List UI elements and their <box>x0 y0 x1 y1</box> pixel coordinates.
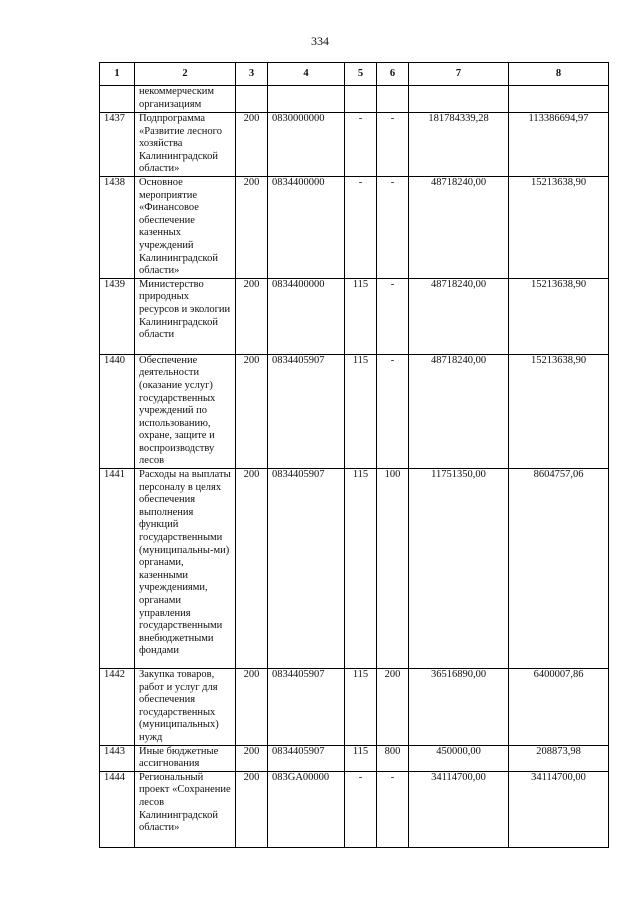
cell-col7: 181784339,28 <box>409 113 509 177</box>
table-body <box>100 86 609 848</box>
cell-num: 1438 <box>100 176 135 278</box>
cell-col4: 083GA00000 <box>268 771 345 847</box>
cell-col3 <box>236 86 268 113</box>
cell-col8: 15213638,90 <box>509 278 609 354</box>
cell-col8: 15213638,90 <box>509 354 609 468</box>
header-cell-2: 2 <box>135 63 236 86</box>
cell-col6: - <box>377 354 409 468</box>
table-row <box>100 771 609 847</box>
cell-name: Расходы на выплаты персоналу в целях обеспечения выполнения функций государственными (муниципальны-ми) органами, казенными учреждениями, органами управления государственными внебюджетными фондами <box>135 469 236 669</box>
header-cell-5: 5 <box>345 63 377 86</box>
cell-col3: 200 <box>236 669 268 746</box>
header-cell-6: 6 <box>377 63 409 86</box>
cell-col8: 15213638,90 <box>509 176 609 278</box>
cell-col4: 0834405907 <box>268 745 345 771</box>
cell-col8: 34114700,00 <box>509 771 609 847</box>
cell-name: Обеспечение деятельности (оказание услуг) государственных учреждений по использованию, охране, защите и воспроизводству лесов <box>135 354 236 468</box>
cell-num: 1441 <box>100 469 135 669</box>
header-row <box>100 63 609 86</box>
budget-table <box>99 62 609 848</box>
header-cell-3: 3 <box>236 63 268 86</box>
header-cell-1: 1 <box>100 63 135 86</box>
table-row <box>100 113 609 177</box>
header-cell-8: 8 <box>509 63 609 86</box>
cell-name: Министерство природных ресурсов и экологии Калининградской области <box>135 278 236 354</box>
cell-num: 1443 <box>100 745 135 771</box>
cell-col6: - <box>377 113 409 177</box>
cell-col4: 0834405907 <box>268 354 345 468</box>
cell-col6: 800 <box>377 745 409 771</box>
cell-col3: 200 <box>236 278 268 354</box>
table-row <box>100 176 609 278</box>
cell-col6: - <box>377 278 409 354</box>
page-number: 334 <box>311 34 329 48</box>
cell-col4: 0830000000 <box>268 113 345 177</box>
table-row <box>100 669 609 746</box>
header-cell-4: 4 <box>268 63 345 86</box>
cell-col5: 115 <box>345 469 377 669</box>
cell-col7: 48718240,00 <box>409 176 509 278</box>
cell-num: 1439 <box>100 278 135 354</box>
cell-name: некоммерческим организациям <box>135 86 236 113</box>
cell-col5: - <box>345 771 377 847</box>
cell-col7: 450000,00 <box>409 745 509 771</box>
cell-col5: 115 <box>345 354 377 468</box>
cell-col7: 48718240,00 <box>409 278 509 354</box>
cell-col5: 115 <box>345 669 377 746</box>
cell-num <box>100 86 135 113</box>
cell-col4 <box>268 86 345 113</box>
cell-name: Иные бюджетные ассигнования <box>135 745 236 771</box>
cell-col3: 200 <box>236 771 268 847</box>
cell-col7: 36516890,00 <box>409 669 509 746</box>
cell-num: 1440 <box>100 354 135 468</box>
cell-col7 <box>409 86 509 113</box>
cell-col5: 115 <box>345 745 377 771</box>
cell-col8: 8604757,06 <box>509 469 609 669</box>
cell-col6: - <box>377 771 409 847</box>
cell-col3: 200 <box>236 745 268 771</box>
cell-col3: 200 <box>236 176 268 278</box>
cell-col4: 0834400000 <box>268 176 345 278</box>
cell-col6 <box>377 86 409 113</box>
cell-name: Региональный проект «Сохранение лесов Калининградской области» <box>135 771 236 847</box>
cell-col3: 200 <box>236 469 268 669</box>
table-header <box>100 63 609 86</box>
cell-num: 1444 <box>100 771 135 847</box>
table-row <box>100 354 609 468</box>
cell-col3: 200 <box>236 113 268 177</box>
cell-num: 1442 <box>100 669 135 746</box>
table-row <box>100 278 609 354</box>
cell-col8: 6400007,86 <box>509 669 609 746</box>
cell-col5: 115 <box>345 278 377 354</box>
table-row <box>100 469 609 669</box>
cell-col7: 48718240,00 <box>409 354 509 468</box>
cell-col6: - <box>377 176 409 278</box>
cell-col5: - <box>345 113 377 177</box>
cell-col7: 11751350,00 <box>409 469 509 669</box>
cell-col8: 113386694,97 <box>509 113 609 177</box>
header-cell-7: 7 <box>409 63 509 86</box>
cell-num: 1437 <box>100 113 135 177</box>
cell-col5 <box>345 86 377 113</box>
cell-name: Основное мероприятие «Финансовое обеспечение казенных учреждений Калининградской области» <box>135 176 236 278</box>
cell-name: Закупка товаров, работ и услуг для обеспечения государственных (муниципальных) нужд <box>135 669 236 746</box>
cell-col4: 0834405907 <box>268 469 345 669</box>
cell-col7: 34114700,00 <box>409 771 509 847</box>
cell-col4: 0834400000 <box>268 278 345 354</box>
cell-col4: 0834405907 <box>268 669 345 746</box>
cell-col3: 200 <box>236 354 268 468</box>
cell-col8: 208873,98 <box>509 745 609 771</box>
cell-col6: 200 <box>377 669 409 746</box>
cell-col6: 100 <box>377 469 409 669</box>
cell-col5: - <box>345 176 377 278</box>
table-row <box>100 745 609 771</box>
continuation-row <box>100 86 609 113</box>
cell-col8 <box>509 86 609 113</box>
cell-name: Подпрограмма «Развитие лесного хозяйства Калининградской области» <box>135 113 236 177</box>
